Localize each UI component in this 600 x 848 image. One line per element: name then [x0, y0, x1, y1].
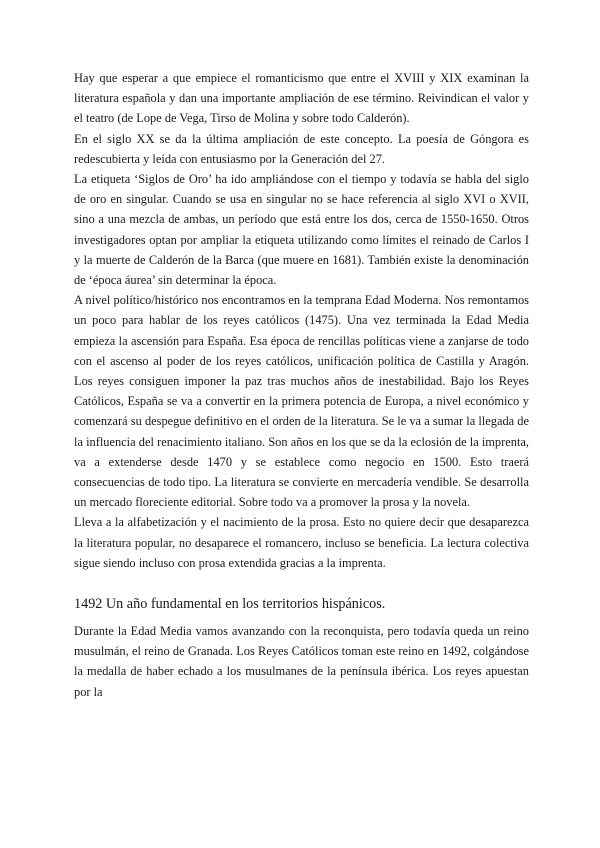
- paragraph-siglo-xx: En el siglo XX se da la última ampliación de este concepto. La poesía de Góngora es redescubierta y leída con entusiasmo por la Generación del 27.: [74, 131, 529, 166]
- paragraph-contexto-politico: A nivel político/histórico nos encontramos en la temprana Edad Moderna. Nos remontamos un poco para hablar de los reyes católicos (1475). Una vez terminada la Edad Media empieza la ascensión para España. Esa época de rencillas políticas viene a zanjarse de todo con el ascenso al poder de los reyes católicos, unificación política de Castilla y Aragón. Los reyes consiguen imponer la paz tras muchos años de inestabilidad. Bajo los Reyes Católicos, España se va a convertir en la primera potencia de Europa, a nivel económico y comenzará su despegue definitivo en el orden de la literatura. Se le va a sumar la llegada de la influencia del renacimiento italiano. Son años en los que se da la eclosión de la imprenta, va a extenderse desde 1470 y se establece como negocio en 1500. Esto traerá consecuencias de todo tipo. La literatura se convierte en mercadería vendible. Se desarrolla un mercado floreciente editorial. Sobre todo va a promover la prosa y la novela.: [74, 293, 529, 510]
- paragraph-reconquista: Durante la Edad Media vamos avanzando con la reconquista, pero todavía queda un reino musulmán, el reino de Granada. Los Reyes Católicos toman este reino en 1492, colgándose la medalla de haber echado a los musulmanes de la península ibérica. Los reyes apuestan por la: [74, 624, 529, 699]
- paragraph-alfabetizacion: Lleva a la alfabetización y el nacimiento de la prosa. Esto no quiere decir que desaparezca la literatura popular, no desaparece el romancero, incluso se beneficia. La lectura colectiva sigue siendo incluso con prosa extendida gracias a la imprenta.: [74, 515, 529, 570]
- document-page: [74, 68, 529, 702]
- paragraph-siglos-de-oro: La etiqueta ‘Siglos de Oro’ ha ido ampliándose con el tiempo y todavía se habla del siglo de oro en singular. Cuando se usa en singular no se hace referencia al siglo XVI o XVII, sino a una mezcla de ambas, un período que está entre los dos, cerca de 1550-1650. Otros investigadores optan por ampliar la etiqueta utilizando como límites el reinado de Carlos I y la muerte de Calderón de la Barca (que muere en 1681). También existe la denominación de ‘época áurea’ sin determinar la época.: [74, 172, 529, 288]
- section-heading: 1492 Un año fundamental en los territorios hispánicos.: [74, 596, 386, 613]
- paragraph-romanticismo: Hay que esperar a que empiece el romanticismo que entre el XVIII y XIX examinan la literatura española y dan una importante ampliación de ese término. Reivindican el valor y el teatro (de Lope de Vega, Tirso de Molina y sobre todo Calderón).: [74, 71, 529, 126]
